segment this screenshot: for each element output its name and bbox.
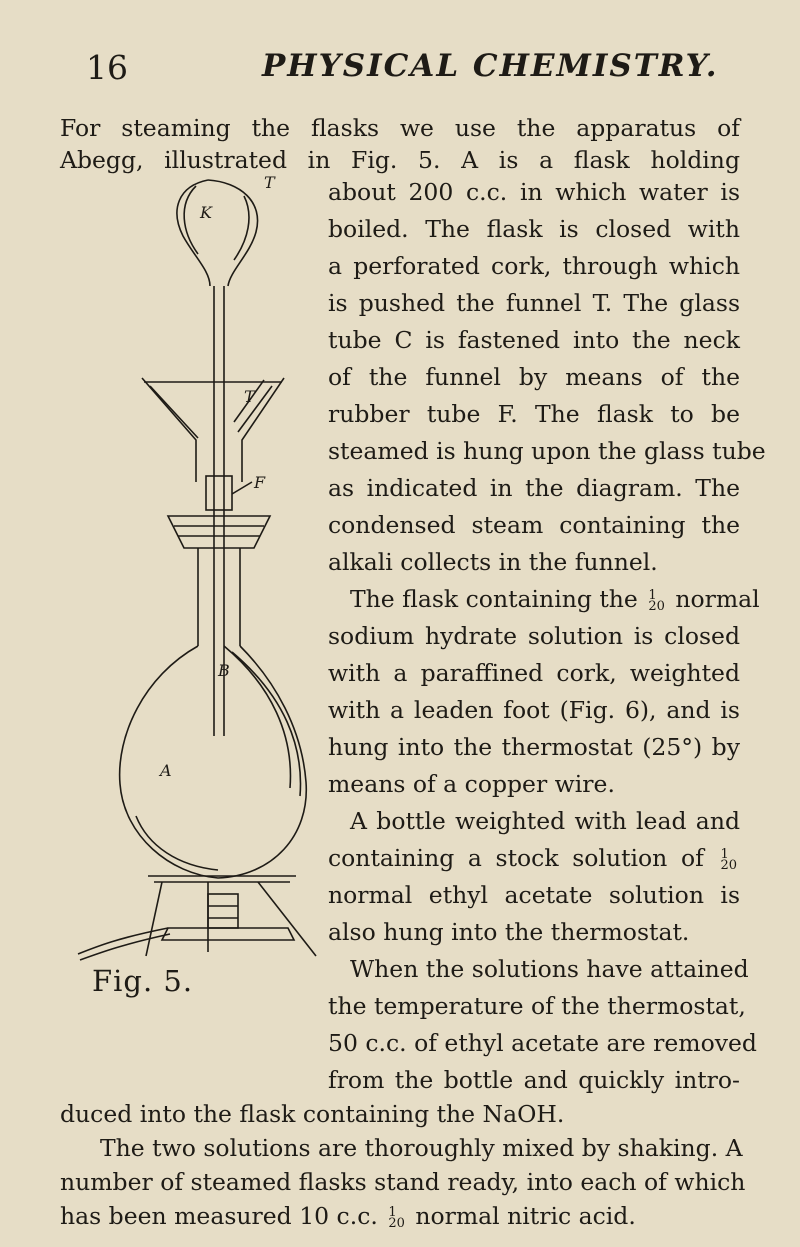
text-line: the temperature of the thermostat,: [328, 992, 746, 1020]
label-rubber-tube: F: [254, 473, 266, 492]
gas-hose: [78, 928, 168, 954]
label-steamed-flask: K: [200, 203, 212, 222]
text-line: of the funnel by means of the: [328, 363, 740, 391]
figure-caption: Fig. 5.: [92, 964, 194, 998]
upper-flask-right: [208, 180, 258, 286]
boiling-flask: [120, 646, 307, 878]
burner-base: [162, 928, 294, 940]
text-line: with a paraffined cork, weighted: [328, 659, 740, 687]
text-line: as indicated in the diagram. The: [328, 474, 740, 502]
figure-5-apparatus: [58, 176, 328, 966]
fraction: [388, 1204, 405, 1231]
rubber-tube: [206, 476, 232, 510]
text-line: [60, 1200, 740, 1232]
text-line: When the solutions have attained: [350, 955, 749, 983]
text-line: with a leaden foot (Fig. 6), and is: [328, 696, 740, 724]
apparatus-drawing: [58, 176, 328, 966]
label-pointer: [232, 482, 252, 494]
fraction-denominator: 20: [648, 598, 665, 614]
fraction: [720, 846, 737, 873]
text-line: duced into the flask containing the NaOH.: [60, 1100, 565, 1128]
text-line: means of a copper wire.: [328, 770, 615, 798]
text-line: alkali collects in the funnel.: [328, 548, 658, 576]
text-line: For steaming the flasks we use the apparatus of: [60, 114, 740, 142]
fraction-numerator: 1: [388, 1204, 397, 1220]
text-line: boiled. The flask is closed with: [328, 215, 740, 243]
fraction-denominator: 20: [388, 1215, 405, 1231]
text-run: normal nitric acid.: [415, 1202, 636, 1230]
label-boiling-flask: A: [160, 761, 172, 780]
flask-shade: [224, 646, 290, 788]
text-line: number of steamed flasks stand ready, into each of which: [60, 1168, 746, 1196]
text-line: [328, 842, 740, 874]
text-line: from the bottle and quickly intro-: [328, 1066, 740, 1094]
fraction: [648, 587, 665, 614]
stand-leg: [146, 882, 162, 956]
text-line: 50 c.c. of ethyl acetate are removed: [328, 1029, 757, 1057]
text-line: [328, 583, 760, 615]
label-funnel: T: [244, 387, 255, 406]
burner: [208, 894, 238, 928]
text-line: also hung into the thermostat.: [328, 918, 690, 946]
flask-shade: [136, 816, 218, 870]
text-run: containing a stock solution of: [328, 844, 704, 872]
text-line: rubber tube F. The flask to be: [328, 400, 740, 428]
running-title: PHYSICAL CHEMISTRY.: [262, 48, 719, 84]
stand-leg: [258, 882, 316, 956]
text-line: about 200 c.c. in which water is: [328, 178, 740, 206]
text-line: normal ethyl acetate solution is: [328, 881, 740, 909]
text-line: A bottle weighted with lead and: [350, 807, 740, 835]
text-line: Abegg, illustrated in Fig. 5. A is a flask holding: [60, 146, 740, 174]
text-run: has been measured 10 c.c.: [60, 1202, 378, 1230]
text-line: hung into the thermostat (25°) by: [328, 733, 740, 761]
text-line: sodium hydrate solution is closed: [328, 622, 740, 650]
fraction-numerator: 1: [720, 846, 729, 862]
text-run: The flask containing the: [350, 585, 638, 613]
label-funnel-top: T: [264, 176, 275, 192]
text-line: condensed steam containing the: [328, 511, 740, 539]
funnel-lower-cone: [168, 516, 270, 548]
funnel-shade: [150, 386, 198, 438]
fraction-denominator: 20: [720, 857, 737, 873]
running-header: [86, 44, 746, 94]
fraction-numerator: 1: [648, 587, 657, 603]
page-number: 16: [86, 48, 128, 87]
funnel-left: [142, 378, 196, 482]
text-line: tube C is fastened into the neck: [328, 326, 740, 354]
upper-flask-shade: [184, 186, 198, 254]
text-line: The two solutions are thoroughly mixed by shaking. A: [100, 1134, 743, 1162]
upper-flask-left: [177, 180, 210, 286]
text-line: is pushed the funnel T. The glass: [328, 289, 740, 317]
text-line: a perforated cork, through which: [328, 252, 740, 280]
text-run: normal: [675, 585, 760, 613]
label-inner-flask: B: [218, 661, 230, 680]
text-line: steamed is hung upon the glass tube: [328, 437, 766, 465]
